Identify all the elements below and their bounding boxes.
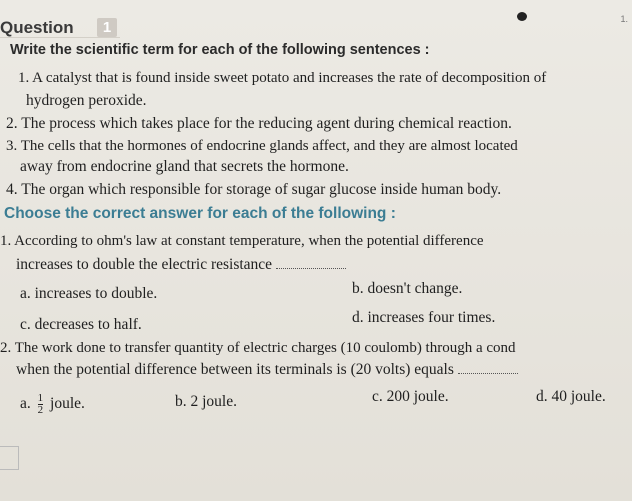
section2-heading: Choose the correct answer for each of the following : bbox=[4, 205, 396, 222]
mcq2-line2 bbox=[16, 361, 518, 379]
item1-line2: hydrogen peroxide. bbox=[26, 92, 147, 109]
mcq1-line2-text: increases to double the electric resistance bbox=[16, 256, 273, 273]
item3-line1: 3. The cells that the hormones of endocrine glands affect, and they are almost located bbox=[6, 138, 518, 154]
mcq2-line2-text: when the potential difference between its terminals is (20 volts) equals bbox=[16, 361, 454, 378]
section1-heading: Write the scientific term for each of the following sentences : bbox=[10, 42, 430, 58]
mcq2-option-b[interactable]: b. 2 joule. bbox=[175, 393, 237, 410]
mcq1-line2 bbox=[16, 256, 346, 274]
item1-line1: 1. A catalyst that is found inside sweet potato and increases the rate of decomposition of bbox=[18, 70, 547, 86]
mcq2-option-a[interactable] bbox=[20, 393, 85, 416]
mcq1-option-b[interactable]: b. doesn't change. bbox=[352, 280, 463, 297]
half-fraction bbox=[38, 393, 44, 416]
item3-line2: away from endocrine gland that secrets the hormone. bbox=[20, 158, 349, 175]
fraction-numerator: 1 bbox=[37, 392, 44, 404]
title-divider bbox=[0, 37, 120, 38]
mcq2-line1: 2. The work done to transfer quantity of electric charges (10 coulomb) through a cond bbox=[0, 340, 516, 356]
answer-blank[interactable] bbox=[276, 268, 346, 269]
corner-mark: 1. bbox=[620, 14, 628, 24]
ink-dot bbox=[517, 12, 527, 21]
mcq2-option-d[interactable]: d. 40 joule. bbox=[536, 388, 606, 405]
question-number-badge: 1 bbox=[97, 18, 117, 37]
question-label: Question bbox=[0, 18, 74, 37]
mcq2-option-a-suffix: joule. bbox=[50, 395, 85, 413]
item4-line1: 4. The organ which responsible for storage of sugar glucose inside human body. bbox=[6, 181, 502, 198]
mcq1-option-d[interactable]: d. increases four times. bbox=[352, 309, 496, 326]
mcq1-option-c[interactable]: c. decreases to half. bbox=[20, 316, 142, 333]
answer-blank[interactable] bbox=[458, 373, 518, 374]
mcq1-line1: 1. According to ohm's law at constant temperature, when the potential difference bbox=[0, 233, 484, 249]
mcq2-option-c[interactable]: c. 200 joule. bbox=[372, 388, 449, 405]
fraction-denominator: 2 bbox=[37, 404, 44, 416]
mcq1-option-a[interactable]: a. increases to double. bbox=[20, 285, 158, 302]
item2-line1: 2. The process which takes place for the reducing agent during chemical reaction. bbox=[6, 115, 512, 132]
mcq2-option-a-prefix: a. bbox=[20, 395, 31, 413]
edge-box-mark bbox=[0, 446, 19, 470]
